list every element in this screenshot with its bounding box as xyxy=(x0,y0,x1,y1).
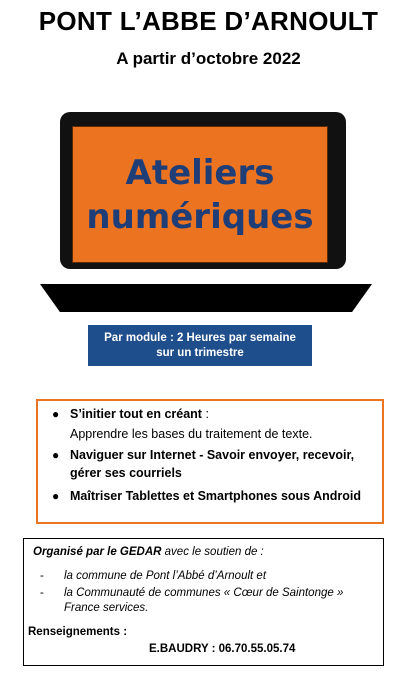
organiser-line xyxy=(33,546,264,558)
module-info-box xyxy=(88,325,312,366)
contact-value: E.BAUDRY : 06.70.55.05.74 xyxy=(149,643,296,655)
dash-icon: - xyxy=(40,587,44,599)
bullet-icon: ● xyxy=(52,448,60,462)
organiser-name: Organisé par le GEDAR xyxy=(33,546,162,558)
page-subtitle: A partir d’octobre 2022 xyxy=(116,49,301,68)
bullet-title: S’initier tout en créant xyxy=(70,407,202,421)
page-title: PONT L’ABBE D’ARNOULT xyxy=(38,6,379,36)
dash-icon: - xyxy=(40,570,44,582)
laptop-text-line2: numériques xyxy=(86,196,314,237)
laptop-display xyxy=(72,126,328,263)
bullet-title: Maîtriser Tablettes et Smartphones sous Android xyxy=(70,489,362,503)
bullet-title-suffix: : xyxy=(201,407,209,421)
module-line1: Par module : 2 Heures par semaine xyxy=(104,332,296,344)
bullet-title-cont: gérer ses courriels xyxy=(70,466,182,480)
laptop-base xyxy=(40,284,372,312)
bullet-icon: ● xyxy=(52,489,60,503)
info-box xyxy=(23,538,384,666)
bullet-title: Naviguer sur Internet - Savoir envoyer, recevoir, xyxy=(70,448,355,462)
partner-item-cont: France services. xyxy=(64,602,149,614)
bullet-subtext: Apprendre les bases du traitement de texte. xyxy=(70,427,313,441)
laptop-text-line1: Ateliers xyxy=(125,152,275,193)
contact-label: Renseignements : xyxy=(28,626,128,638)
bullet-icon: ● xyxy=(52,407,60,421)
partner-item: la Communauté de communes « Cœur de Saintonge » xyxy=(64,587,344,599)
module-line2: sur un trimestre xyxy=(156,347,244,359)
partner-item: la commune de Pont l’Abbé d’Arnoult et xyxy=(64,570,267,582)
organiser-suffix: avec le soutien de : xyxy=(161,546,264,558)
